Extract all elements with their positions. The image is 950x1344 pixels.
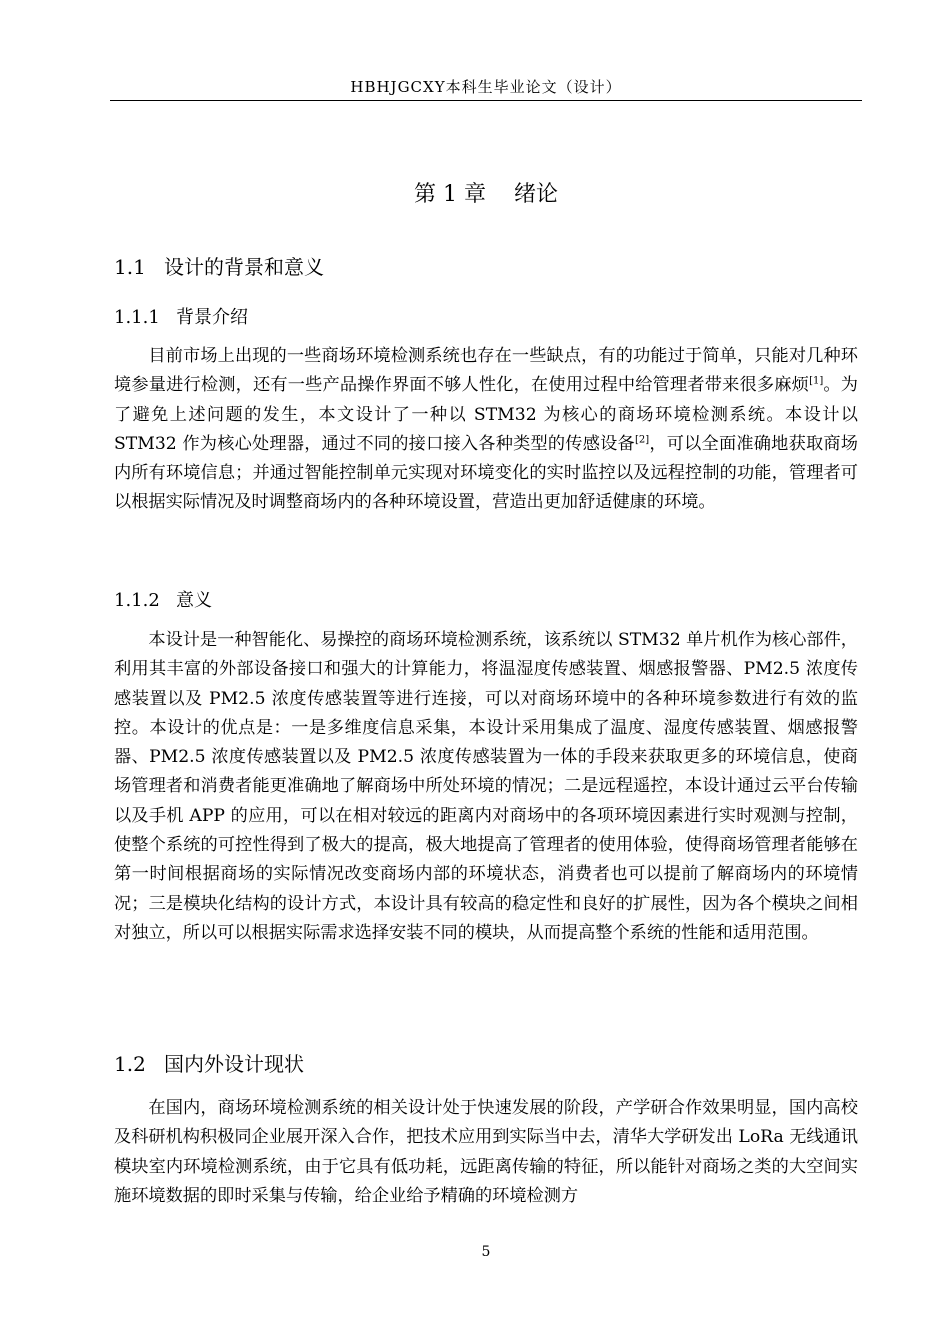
paragraph-domestic-status: 在国内，商场环境检测系统的相关设计处于快速发展的阶段，产学研合作效果明显，国内高校及科研机构积极同企业展开深入合作，把技术应用到实际当中去，清华大学研发出 LoRa 无线通讯模块室内环境检测系统，由于它具有低功耗，远距离传输的特征，所以能针对商场之类的大空间实施环境数据的即时采集与传输，给企业给予精确的环境检测方 — [114, 1098, 858, 1206]
subsection-heading-1-1-1 — [114, 305, 248, 331]
paragraph-text: 。为了避免上述问题的发生，本文设计了一种以 STM32 为核心的商场环境检测系统。本设计以 STM32 作为核心处理器，通过不同的接口接入各种类型的传感设备 — [114, 375, 858, 454]
citation-ref: [2] — [634, 434, 650, 446]
section-heading-1-1 — [114, 253, 324, 281]
subsection-title: 意义 — [176, 590, 212, 611]
header-divider — [110, 100, 862, 101]
chapter-number: 第 1 章 — [414, 182, 486, 207]
paragraph-text: ，可以全面准确地获取商场内所有环境信息；并通过智能控制单元实现对环境变化的实时监控以及远程控制的功能，管理者可以根据实际情况及时调整商场内的各种环境设置，营造出更加舒适健康的环境。 — [114, 433, 858, 513]
section-title: 设计的背景和意义 — [164, 255, 324, 279]
subsection-title: 背景介绍 — [176, 307, 248, 328]
section-number: 1.2 — [114, 1052, 146, 1076]
section-title: 国内外设计现状 — [164, 1052, 304, 1076]
section-number: 1.1 — [114, 255, 146, 279]
section-heading-1-2 — [114, 1050, 304, 1078]
subsection-number: 1.1.2 — [114, 590, 160, 611]
paragraph-text: 目前市场上出现的一些商场环境检测系统也存在一些缺点，有的功能过于简单，只能对几种环境参量进行检测，还有一些产品操作界面不够人性化，在使用过程中给管理者带来很多麻烦 — [114, 346, 858, 396]
subsection-number: 1.1.1 — [114, 307, 160, 328]
page-header: HBHJGCXY本科生毕业论文（设计） — [350, 78, 622, 96]
chapter-name: 绪论 — [513, 182, 558, 207]
subsection-heading-1-1-2 — [114, 588, 212, 614]
paragraph-background — [114, 342, 858, 518]
citation-ref: [1] — [809, 375, 824, 387]
chapter-title — [110, 180, 862, 210]
page-number: 5 — [481, 1244, 491, 1260]
paragraph-significance: 本设计是一种智能化、易操控的商场环境检测系统，该系统以 STM32 单片机作为核心部件，利用其丰富的外部设备接口和强大的计算能力，将温湿度传感装置、烟感报警器、PM2.5 浓度传感装置以及 PM2.5 浓度传感装置等进行连接，可以对商场环境中的各种环境参数进行有效的监控。本设计的优点是：一是多维度信息采集，本设计采用集成了温度、湿度传感装置、烟感报警器、PM2.5 浓度传感装置以及 PM2.5 浓度传感装置为一体的手段来获取更多的环境信息，使商场管理者和消费者能更准确地了解商场中所处环境的情况；二是远程遥控，本设计通过云平台传输以及手机 APP 的应用，可以在相对较远的距离内对商场中的各项环境因素进行实时观测与控制，使整个系统的可控性得到了极大的提高，极大地提高了管理者的使用体验，使得商场管理者能够在第一时间根据商场的实际情况改变商场内部的环境状态，消费者也可以提前了解商场内的环境情况；三是模块化结构的设计方式，本设计具有较高的稳定性和良好的扩展性，因为各个模块之间相对独立，所以可以根据实际需求选择安装不同的模块，从而提高整个系统的性能和适用范围。 — [114, 630, 858, 943]
